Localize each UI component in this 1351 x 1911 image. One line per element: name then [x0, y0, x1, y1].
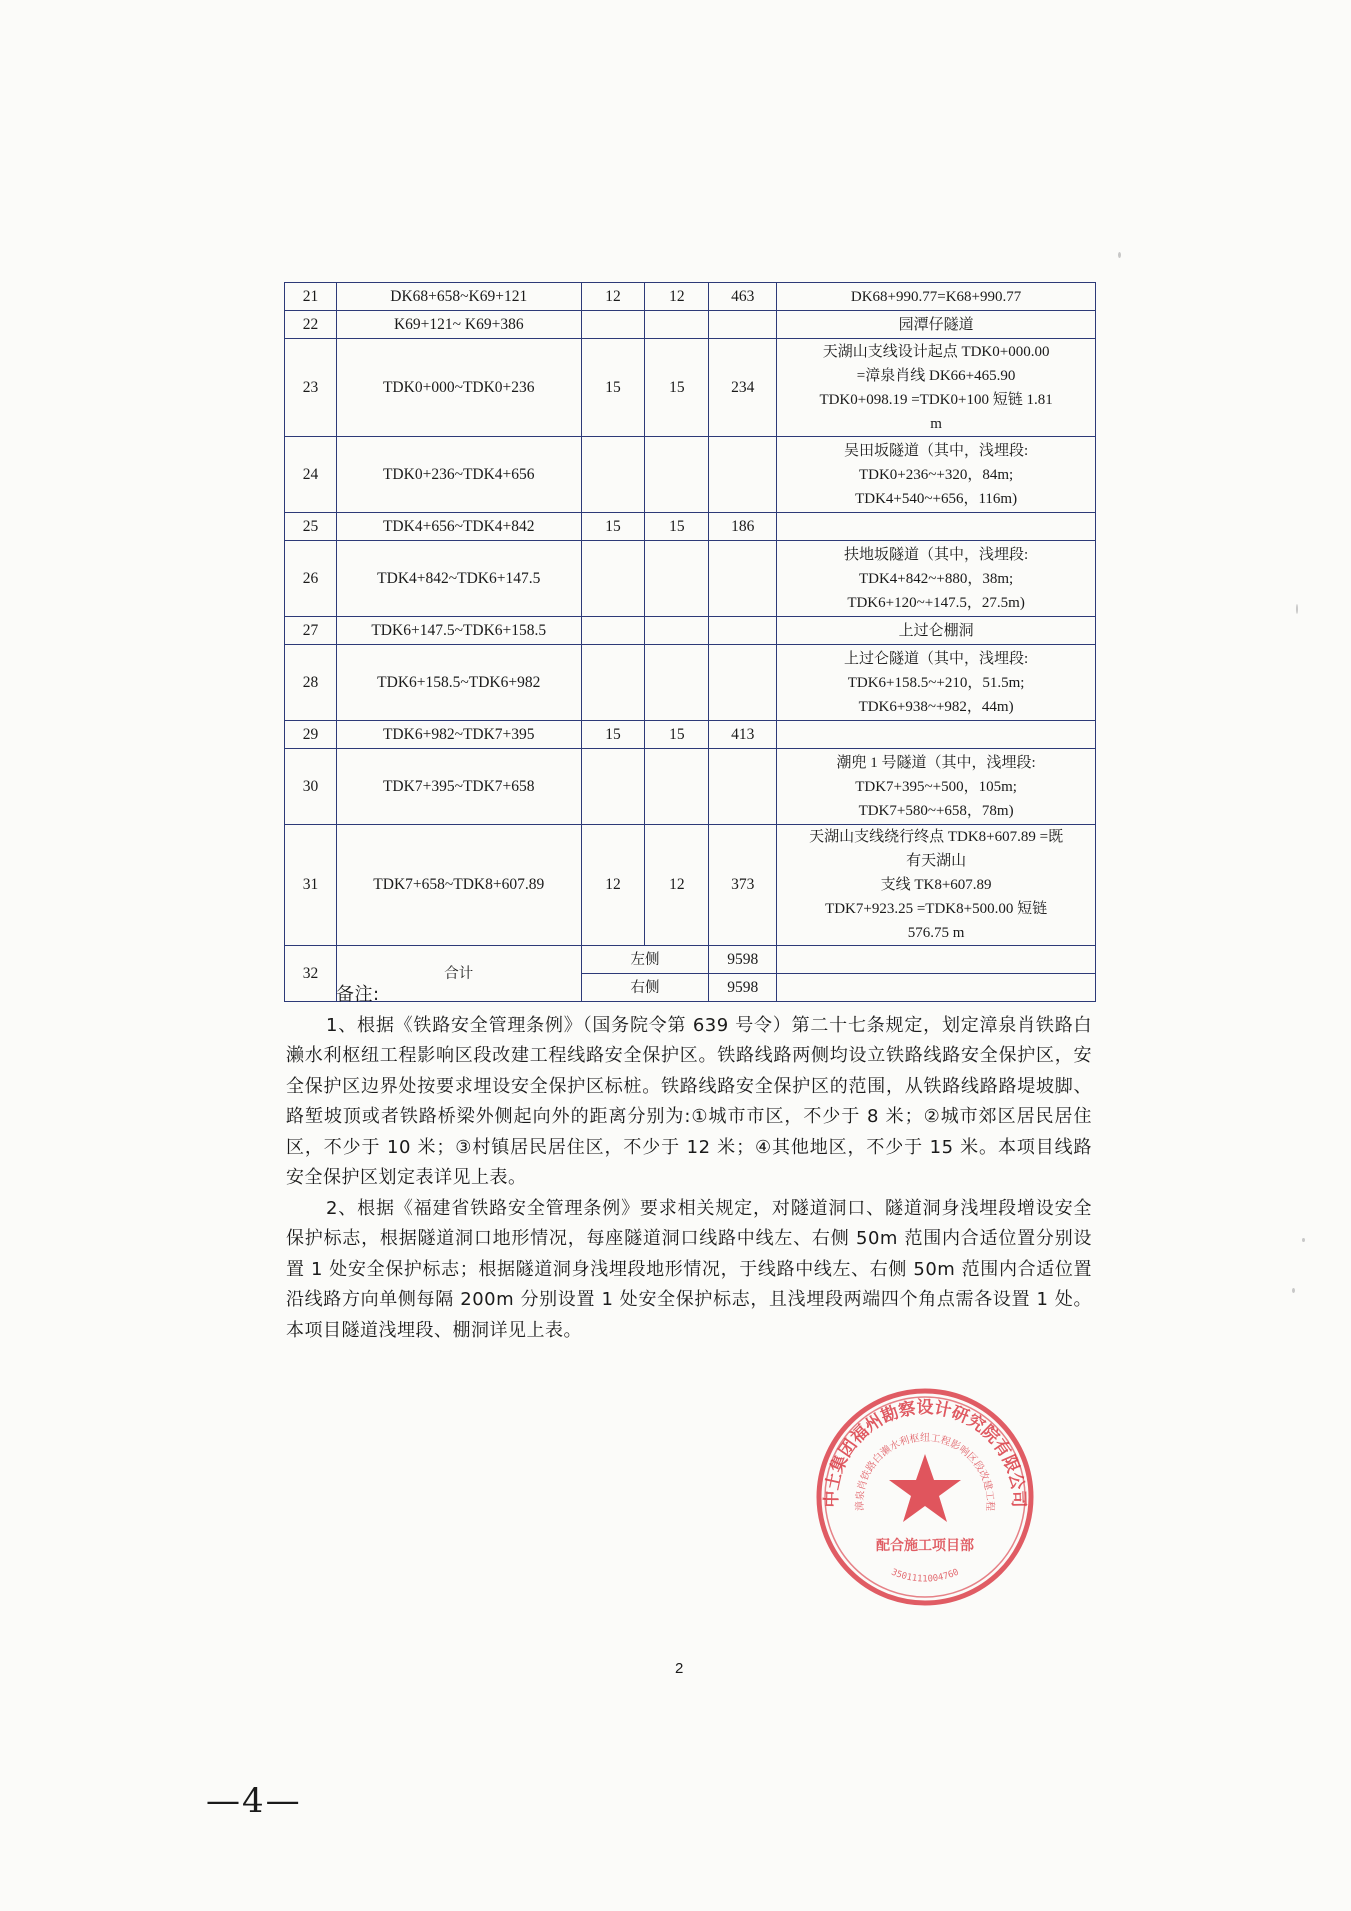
remark-line: m [930, 415, 942, 432]
remark-line: 上过仑隧道（其中，浅埋段: [844, 650, 1029, 667]
row-number: 24 [285, 437, 337, 513]
remark-cell [777, 437, 1096, 513]
seal-inner-text: 漳泉肖铁路白濑水利枢纽工程影响区段改建工程 [854, 1432, 996, 1512]
row-number: 28 [285, 645, 337, 721]
safety-zone-table [284, 282, 1096, 1002]
seal-star-icon [889, 1454, 961, 1522]
remark-line: TDK6+158.5~+210，51.5m; [847, 674, 1025, 691]
segment-length [709, 541, 777, 617]
scan-speck [1302, 1238, 1305, 1242]
note-paragraph-2: 2、根据《福建省铁路安全管理条例》要求相关规定，对隧道洞口、隧道洞身浅埋段增设安全保护标志，根据隧道洞口地形情况，每座隧道洞口线路中线左、右侧 50m 范围内合适位置分别设置 1 处安全保护标志；根据隧道洞身浅埋段地形情况，于线路中线左、右侧 50m 范围内合适位置沿线路方向单侧每隔 200m 分别设置 1 处安全保护标志，且浅埋段两端四个角点需各设置 1 处。本项目隧道浅埋段、棚洞详见上表。 [286, 1197, 1092, 1341]
row-number: 21 [285, 283, 337, 311]
remark-cell [777, 721, 1096, 749]
remark-cell [777, 946, 1096, 974]
row-number: 27 [285, 617, 337, 645]
note-paragraph-1: 1、根据《铁路安全管理条例》（国务院令第 639 号令）第二十七条规定，划定漳泉肖铁路白濑水利枢纽工程影响区段改建工程线路安全保护区。铁路线路两侧均设立铁路线路安全保护区，安全保护区边界处按要求埋设安全保护区标桩。铁路线路安全保护区的范围，从铁路线路路堤坡脚、路堑坡顶或者铁路桥梁外侧起向外的距离分别为:①城市市区，不少于 8 米；②城市郊区居民居住区，不少于 10 米；③村镇居民居住区，不少于 12 米；④其他地区，不少于 15 米。本项目线路安全保护区划定表详见上表。 [286, 1014, 1092, 1188]
left-width: 15 [581, 339, 645, 437]
right-width [645, 541, 709, 617]
segment-length: 463 [709, 283, 777, 311]
mileage-range: TDK0+236~TDK4+656 [336, 437, 581, 513]
left-width [581, 749, 645, 825]
right-width: 15 [645, 513, 709, 541]
table-row [285, 645, 1096, 721]
remark-line: TDK6+938~+982，44m) [858, 698, 1014, 715]
row-number: 31 [285, 825, 337, 946]
mileage-range: TDK4+656~TDK4+842 [336, 513, 581, 541]
left-width [581, 645, 645, 721]
remark-cell [777, 825, 1096, 946]
remark-line: 576.75 m [907, 925, 965, 941]
table-row [285, 721, 1096, 749]
remark-line: TDK7+923.25 =TDK8+500.00 短链 [825, 901, 1048, 917]
seal-code: 3501111004760 [889, 1567, 961, 1585]
remark-cell [777, 311, 1096, 339]
row-number: 30 [285, 749, 337, 825]
mileage-range: TDK7+658~TDK8+607.89 [336, 825, 581, 946]
table-row [285, 283, 1096, 311]
right-width: 15 [645, 339, 709, 437]
segment-length: 234 [709, 339, 777, 437]
mileage-range: TDK4+842~TDK6+147.5 [336, 541, 581, 617]
remark-line: =漳泉肖线 DK66+465.90 [856, 367, 1016, 384]
mileage-range: K69+121~ K69+386 [336, 311, 581, 339]
left-width [581, 437, 645, 513]
row-number: 32 [285, 946, 337, 1002]
remark-line: TDK0+098.19 =TDK0+100 短链 1.81 [819, 391, 1053, 408]
table-row [285, 749, 1096, 825]
remark-line: 园潭仔隧道 [898, 316, 974, 333]
row-number: 29 [285, 721, 337, 749]
table-row [285, 825, 1096, 946]
remark-line: 扶地坂隧道（其中，浅埋段: [844, 546, 1029, 563]
footer-page-number: —4— [206, 1781, 302, 1821]
seal-project-dept: 配合施工项目部 [876, 1538, 974, 1554]
notes-title: 备注: [336, 984, 380, 1005]
right-width: 12 [645, 283, 709, 311]
remark-line: TDK4+540~+656，116m) [855, 490, 1018, 507]
left-width [581, 541, 645, 617]
right-width: 15 [645, 721, 709, 749]
remark-cell [777, 513, 1096, 541]
remark-line: 支线 TK8+607.89 [880, 877, 992, 893]
left-width [581, 311, 645, 339]
segment-length [709, 645, 777, 721]
mileage-range: TDK0+000~TDK0+236 [336, 339, 581, 437]
table-body [285, 283, 1096, 1002]
right-width [645, 645, 709, 721]
segment-length [709, 311, 777, 339]
remark-line: TDK0+236~+320，84m; [858, 466, 1014, 483]
right-width [645, 617, 709, 645]
table-row [285, 541, 1096, 617]
remark-line: 天湖山支线设计起点 TDK0+000.00 [822, 343, 1050, 360]
segment-length [709, 437, 777, 513]
remark-line: 潮兜 1 号隧道（其中，浅埋段: [836, 754, 1036, 771]
scan-speck [1296, 604, 1298, 614]
mileage-range: DK68+658~K69+121 [336, 283, 581, 311]
remark-cell [777, 283, 1096, 311]
page-number: 2 [675, 1660, 684, 1677]
remark-line: TDK4+842~+880，38m; [858, 570, 1014, 587]
row-number: 22 [285, 311, 337, 339]
row-number: 26 [285, 541, 337, 617]
mileage-range: TDK6+147.5~TDK6+158.5 [336, 617, 581, 645]
total-label: 合计 [336, 946, 581, 1002]
remark-line: 上过仑棚洞 [898, 622, 974, 639]
mileage-range: TDK6+982~TDK7+395 [336, 721, 581, 749]
remark-cell [777, 617, 1096, 645]
left-width: 12 [581, 283, 645, 311]
right-side-label: 右侧 [581, 974, 709, 1002]
scan-speck [1292, 1288, 1295, 1293]
right-width [645, 749, 709, 825]
right-side-total: 9598 [709, 974, 777, 1002]
remark-line: 吴田坂隧道（其中，浅埋段: [844, 442, 1029, 459]
notes-section [286, 980, 1092, 1346]
remark-cell [777, 541, 1096, 617]
remark-line: 有天湖山 [906, 853, 967, 869]
table-row [285, 617, 1096, 645]
remark-cell [777, 749, 1096, 825]
table-row [285, 513, 1096, 541]
table-row [285, 339, 1096, 437]
left-width [581, 617, 645, 645]
segment-length: 413 [709, 721, 777, 749]
remark-line: TDK7+580~+658，78m) [858, 802, 1014, 819]
seal-outer-text: 中土集团福州勘察设计研究院有限公司 [821, 1398, 1029, 1508]
remark-line: 天湖山支线绕行终点 TDK8+607.89 =既 [809, 829, 1064, 845]
scan-speck [1118, 252, 1121, 258]
table-row [285, 437, 1096, 513]
left-width: 12 [581, 825, 645, 946]
left-side-total: 9598 [709, 946, 777, 974]
row-number: 25 [285, 513, 337, 541]
mileage-range: TDK7+395~TDK7+658 [336, 749, 581, 825]
remark-cell [777, 645, 1096, 721]
remark-cell [777, 339, 1096, 437]
segment-length [709, 749, 777, 825]
row-number: 23 [285, 339, 337, 437]
svg-text:3501111004760 [890, 1568, 961, 1585]
official-seal [812, 1384, 1038, 1610]
left-side-label: 左侧 [581, 946, 709, 974]
segment-length: 186 [709, 513, 777, 541]
right-width [645, 437, 709, 513]
remark-line: TDK7+395~+500，105m; [855, 778, 1017, 795]
total-row [285, 946, 1096, 974]
remark-line: DK68+990.77=K68+990.77 [850, 288, 1022, 305]
mileage-range: TDK6+158.5~TDK6+982 [336, 645, 581, 721]
right-width [645, 311, 709, 339]
remark-line: TDK6+120~+147.5，27.5m) [847, 594, 1025, 611]
right-width: 12 [645, 825, 709, 946]
segment-length [709, 617, 777, 645]
left-width: 15 [581, 513, 645, 541]
left-width: 15 [581, 721, 645, 749]
table-row [285, 311, 1096, 339]
segment-length: 373 [709, 825, 777, 946]
